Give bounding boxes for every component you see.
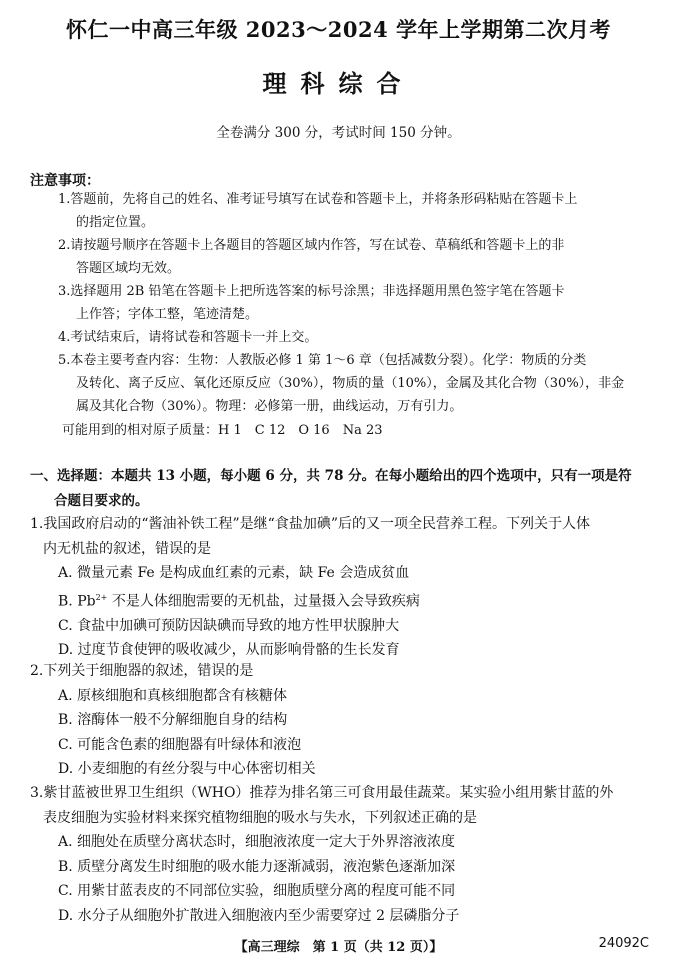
exam-title: 怀仁一中高三年级 2023～2024 学年上学期第二次月考	[65, 17, 611, 42]
option-c: C. 可能含色素的细胞器有叶绿体和液泡	[58, 736, 302, 753]
notice-line: 3.选择题用 2B 铅笔在答题卡上把所选答案的标号涂黑；非选择题用黑色签字笔在答题卡	[58, 284, 565, 299]
stem-line: 1.我国政府启动的“酱油补铁工程”是继“食盐加碘”后的又一项全民营养工程。下列关于人体	[30, 516, 590, 532]
footer-exam-code: 24092C	[598, 936, 649, 951]
section-line: 一、选择题：本题共 13 小题，每小题 6 分，共 78 分。在每小题给出的四个选项中，只有一项是符	[30, 468, 632, 484]
notice-item	[58, 349, 654, 418]
option-d: D. 小麦细胞的有丝分裂与中心体密切相关	[58, 761, 316, 777]
notice-item	[58, 326, 654, 349]
notice-line: 及转化、离子反应、氧化还原反应（30%），物质的量（10%），金属及其化合物（30%），非金	[76, 376, 625, 391]
option-b: B. 溶酶体一般不分解细胞自身的结构	[58, 712, 288, 728]
option-c: C. 用紫甘蓝表皮的不同部位实验，细胞质壁分离的程度可能不同	[58, 883, 456, 899]
notice-item	[58, 234, 654, 280]
footer-page-info: 【高三理综 第 1 页（共 12 页）】	[234, 940, 443, 955]
notice-line: 4.考试结束后，请将试卷和答题卡一并上交。	[58, 330, 318, 345]
option-a: A. 细胞处在质壁分离状态时，细胞液浓度一定大于外界溶液浓度	[58, 834, 456, 850]
notice-item	[58, 280, 654, 326]
stem-line: 内无机盐的叙述，错误的是	[43, 540, 211, 557]
notice-list	[58, 188, 654, 418]
notice-line: 2.请按题号顺序在答题卡上各题目的答题区域内作答，写在试卷、草稿纸和答题卡上的非	[58, 238, 565, 253]
section-line: 合题目要求的。	[54, 493, 149, 509]
stem-line: 3.紫甘蓝被世界卫生组织（WHO）推荐为排名第三可食用最佳蔬菜。某实验小组用紫甘蓝的外	[30, 785, 614, 801]
notice-line: 上作答；字体工整，笔迹清楚。	[76, 307, 259, 322]
question-2	[30, 659, 650, 782]
option-b-prefix: B. Pb	[58, 593, 96, 610]
subject-title: 理科综合	[262, 69, 415, 98]
option-c: C. 食盐中加碘可预防因缺碘而导致的地方性甲状腺肿大	[58, 617, 400, 634]
notice-heading: 注意事项：	[30, 173, 100, 189]
notice-line: 1.答题前，先将自己的姓名、准考证号填写在试卷和答题卡上，并将条形码粘贴在答题卡上	[58, 192, 578, 207]
question-stem	[30, 659, 650, 684]
option-d: D. 水分子从细胞外扩散进入细胞液内至少需要穿过 2 层磷脂分子	[58, 907, 460, 924]
score-time-info: 全卷满分 300 分，考试时间 150 分钟。	[216, 125, 461, 141]
option-b-text: 不是人体细胞需要的无机盐，过量摄入会导致疾病	[111, 593, 420, 610]
option-b	[30, 586, 650, 614]
stem-line: 2.下列关于细胞器的叙述，错误的是	[30, 663, 254, 679]
question-1	[30, 512, 650, 663]
option-b: B. 质壁分离发生时细胞的吸水能力逐渐减弱，液泡紫色逐渐加深	[58, 858, 456, 875]
question-stem	[30, 512, 650, 561]
stem-line: 表皮细胞为实验材料来探究植物细胞的吸水与失水，下列叙述正确的是	[43, 809, 477, 826]
option-a: A. 微量元素 Fe 是构成血红素的元素，缺 Fe 会造成贫血	[58, 565, 410, 581]
question-3	[30, 781, 650, 928]
notice-line: 属及其化合物（30%）。物理：必修第一册，曲线运动，万有引力。	[76, 399, 463, 414]
section-heading	[30, 464, 650, 514]
notice-line: 5.本卷主要考查内容：生物：人教版必修 1 第 1～6 章（包括减数分裂）。化学：物质的分类	[58, 353, 587, 368]
option-a: A. 原核细胞和真核细胞都含有核糖体	[58, 687, 288, 704]
notice-line: 的指定位置。	[76, 215, 155, 230]
option-d: D. 过度节食使钾的吸收减少，从而影响骨骼的生长发育	[58, 642, 400, 659]
notice-item	[58, 188, 654, 234]
notice-line: 答题区域均无效。	[76, 261, 181, 276]
atomic-mass-line: 可能用到的相对原子质量：H 1 C 12 O 16 Na 23	[62, 423, 383, 438]
charge-superscript: 2+	[95, 592, 108, 602]
question-stem	[30, 781, 650, 830]
